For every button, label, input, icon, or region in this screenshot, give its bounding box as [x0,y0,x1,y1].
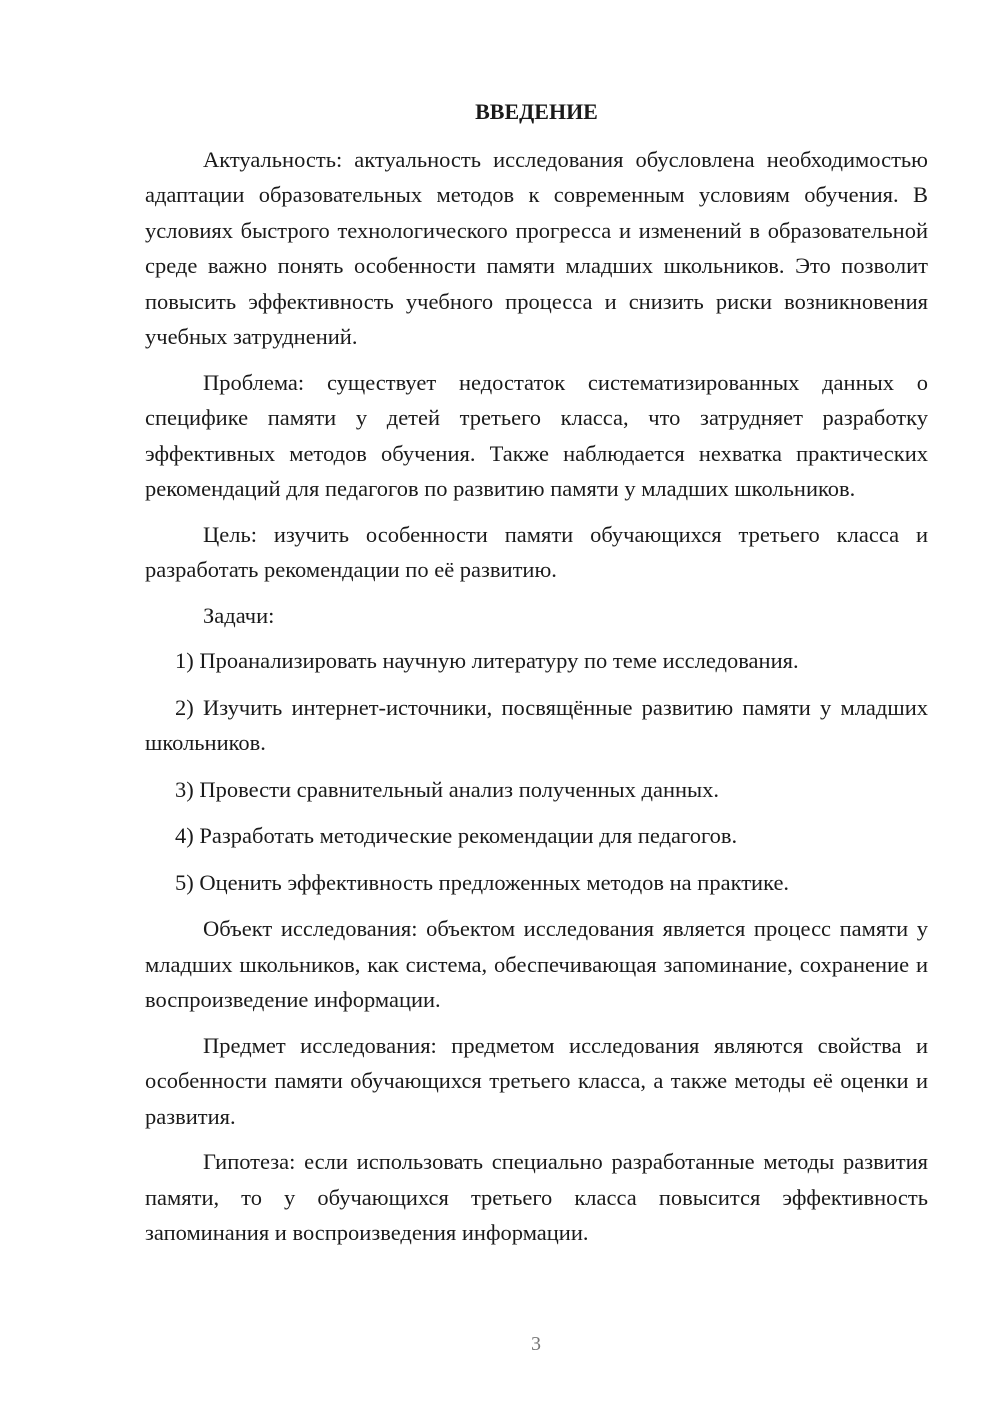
paragraph-problem: Проблема: существует недостаток систематизированных данных о специфике памяти у детей третьего класса, что затрудняет разработку эффективных методов обучения. Также наблюдается нехватка практических рекомендаций для педагогов по развитию памяти у младших школьников. [145,369,928,501]
section-title: ВВЕДЕНИЕ [475,99,598,124]
paragraph-object: Объект исследования: объектом исследования является процесс памяти у младших школьников, как система, обеспечивающая запоминание, сохранение и воспроизведение информации. [145,916,928,1012]
page-number: 3 [531,1333,541,1355]
task-item: 4) Разработать методические рекомендации для педагогов. [175,823,738,848]
task-item: 5) Оценить эффективность предложенных методов на практике. [175,869,790,895]
paragraph-relevance: Актуальность: актуальность исследования обусловлена необходимостью адаптации образовательных методов к современным условиям обучения. В условиях быстрого технологического прогресса и изменений в образовательной среде важно понять особенности памяти младших школьников. Это позволит повысить эффективность учебного процесса и снизить риски возникновения учебных затруднений. [145,146,928,349]
task-item: 3) Провести сравнительный анализ полученных данных. [175,776,720,802]
paragraph-subject: Предмет исследования: предметом исследования являются свойства и особенности памяти обучающихся третьего класса, а также методы её оценки и развития. [145,1032,928,1129]
task-item: 1) Проанализировать научную литературу по теме исследования. [175,648,799,673]
task-item: 2) Изучить интернет-источники, посвящённые развитию памяти у младших школьников. [145,694,928,755]
page-content [145,94,928,1261]
paragraph-goal: Цель: изучить особенности памяти обучающихся третьего класса и разработать рекомендации по её развитию. [145,521,928,582]
paragraph-hypothesis: Гипотеза: если использовать специально разработанные методы развития памяти, то у обучающихся третьего класса повысится эффективность запоминания и воспроизведения информации. [145,1149,928,1245]
tasks-heading: Задачи: [203,602,275,628]
